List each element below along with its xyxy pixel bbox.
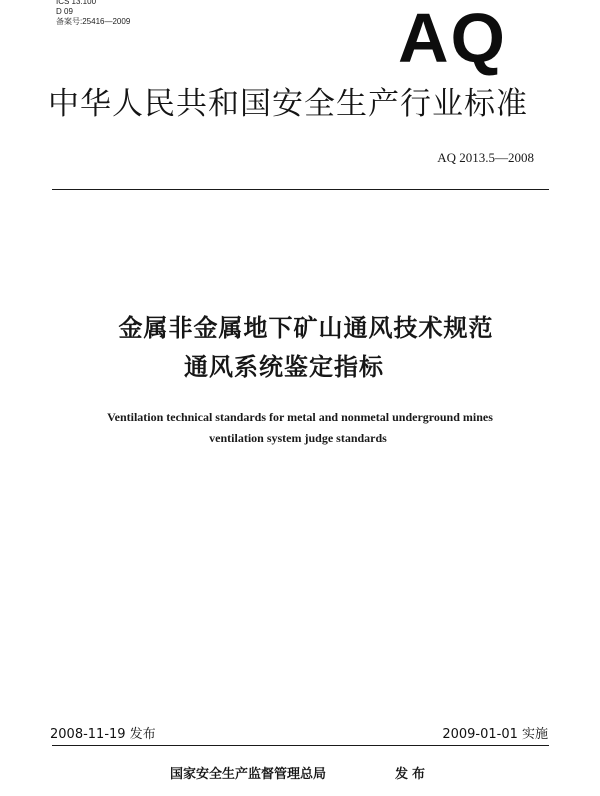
title-zh-line-2: 通风系统鉴定指标 bbox=[184, 353, 384, 381]
agency-title: 中华人民共和国安全生产行业标准 bbox=[48, 86, 528, 122]
implement-date: 2009-01-01 实施 bbox=[442, 727, 548, 742]
category-code: D 09 bbox=[56, 7, 73, 16]
aq-logo: AQ bbox=[398, 0, 507, 77]
ics-code: ICS 13.100 bbox=[56, 0, 97, 6]
title-en-line-1: Ventilation technical standards for metal and nonmetal underground mines bbox=[107, 410, 493, 424]
standard-code: AQ 2013.5—2008 bbox=[437, 150, 534, 165]
title-en-line-2: ventilation system judge standards bbox=[209, 431, 387, 445]
title-zh-line-1: 金属非金属地下矿山通风技术规范 bbox=[118, 314, 494, 342]
document-meta bbox=[56, 0, 130, 27]
header-rule bbox=[52, 189, 549, 190]
issue-date: 2008-11-19 发布 bbox=[50, 727, 156, 742]
publisher: 国家安全生产监督管理总局 bbox=[170, 767, 327, 782]
record-number: 备案号:25416—2009 bbox=[56, 17, 131, 26]
publish-word: 发布 bbox=[395, 767, 430, 782]
footer-rule bbox=[52, 745, 549, 746]
